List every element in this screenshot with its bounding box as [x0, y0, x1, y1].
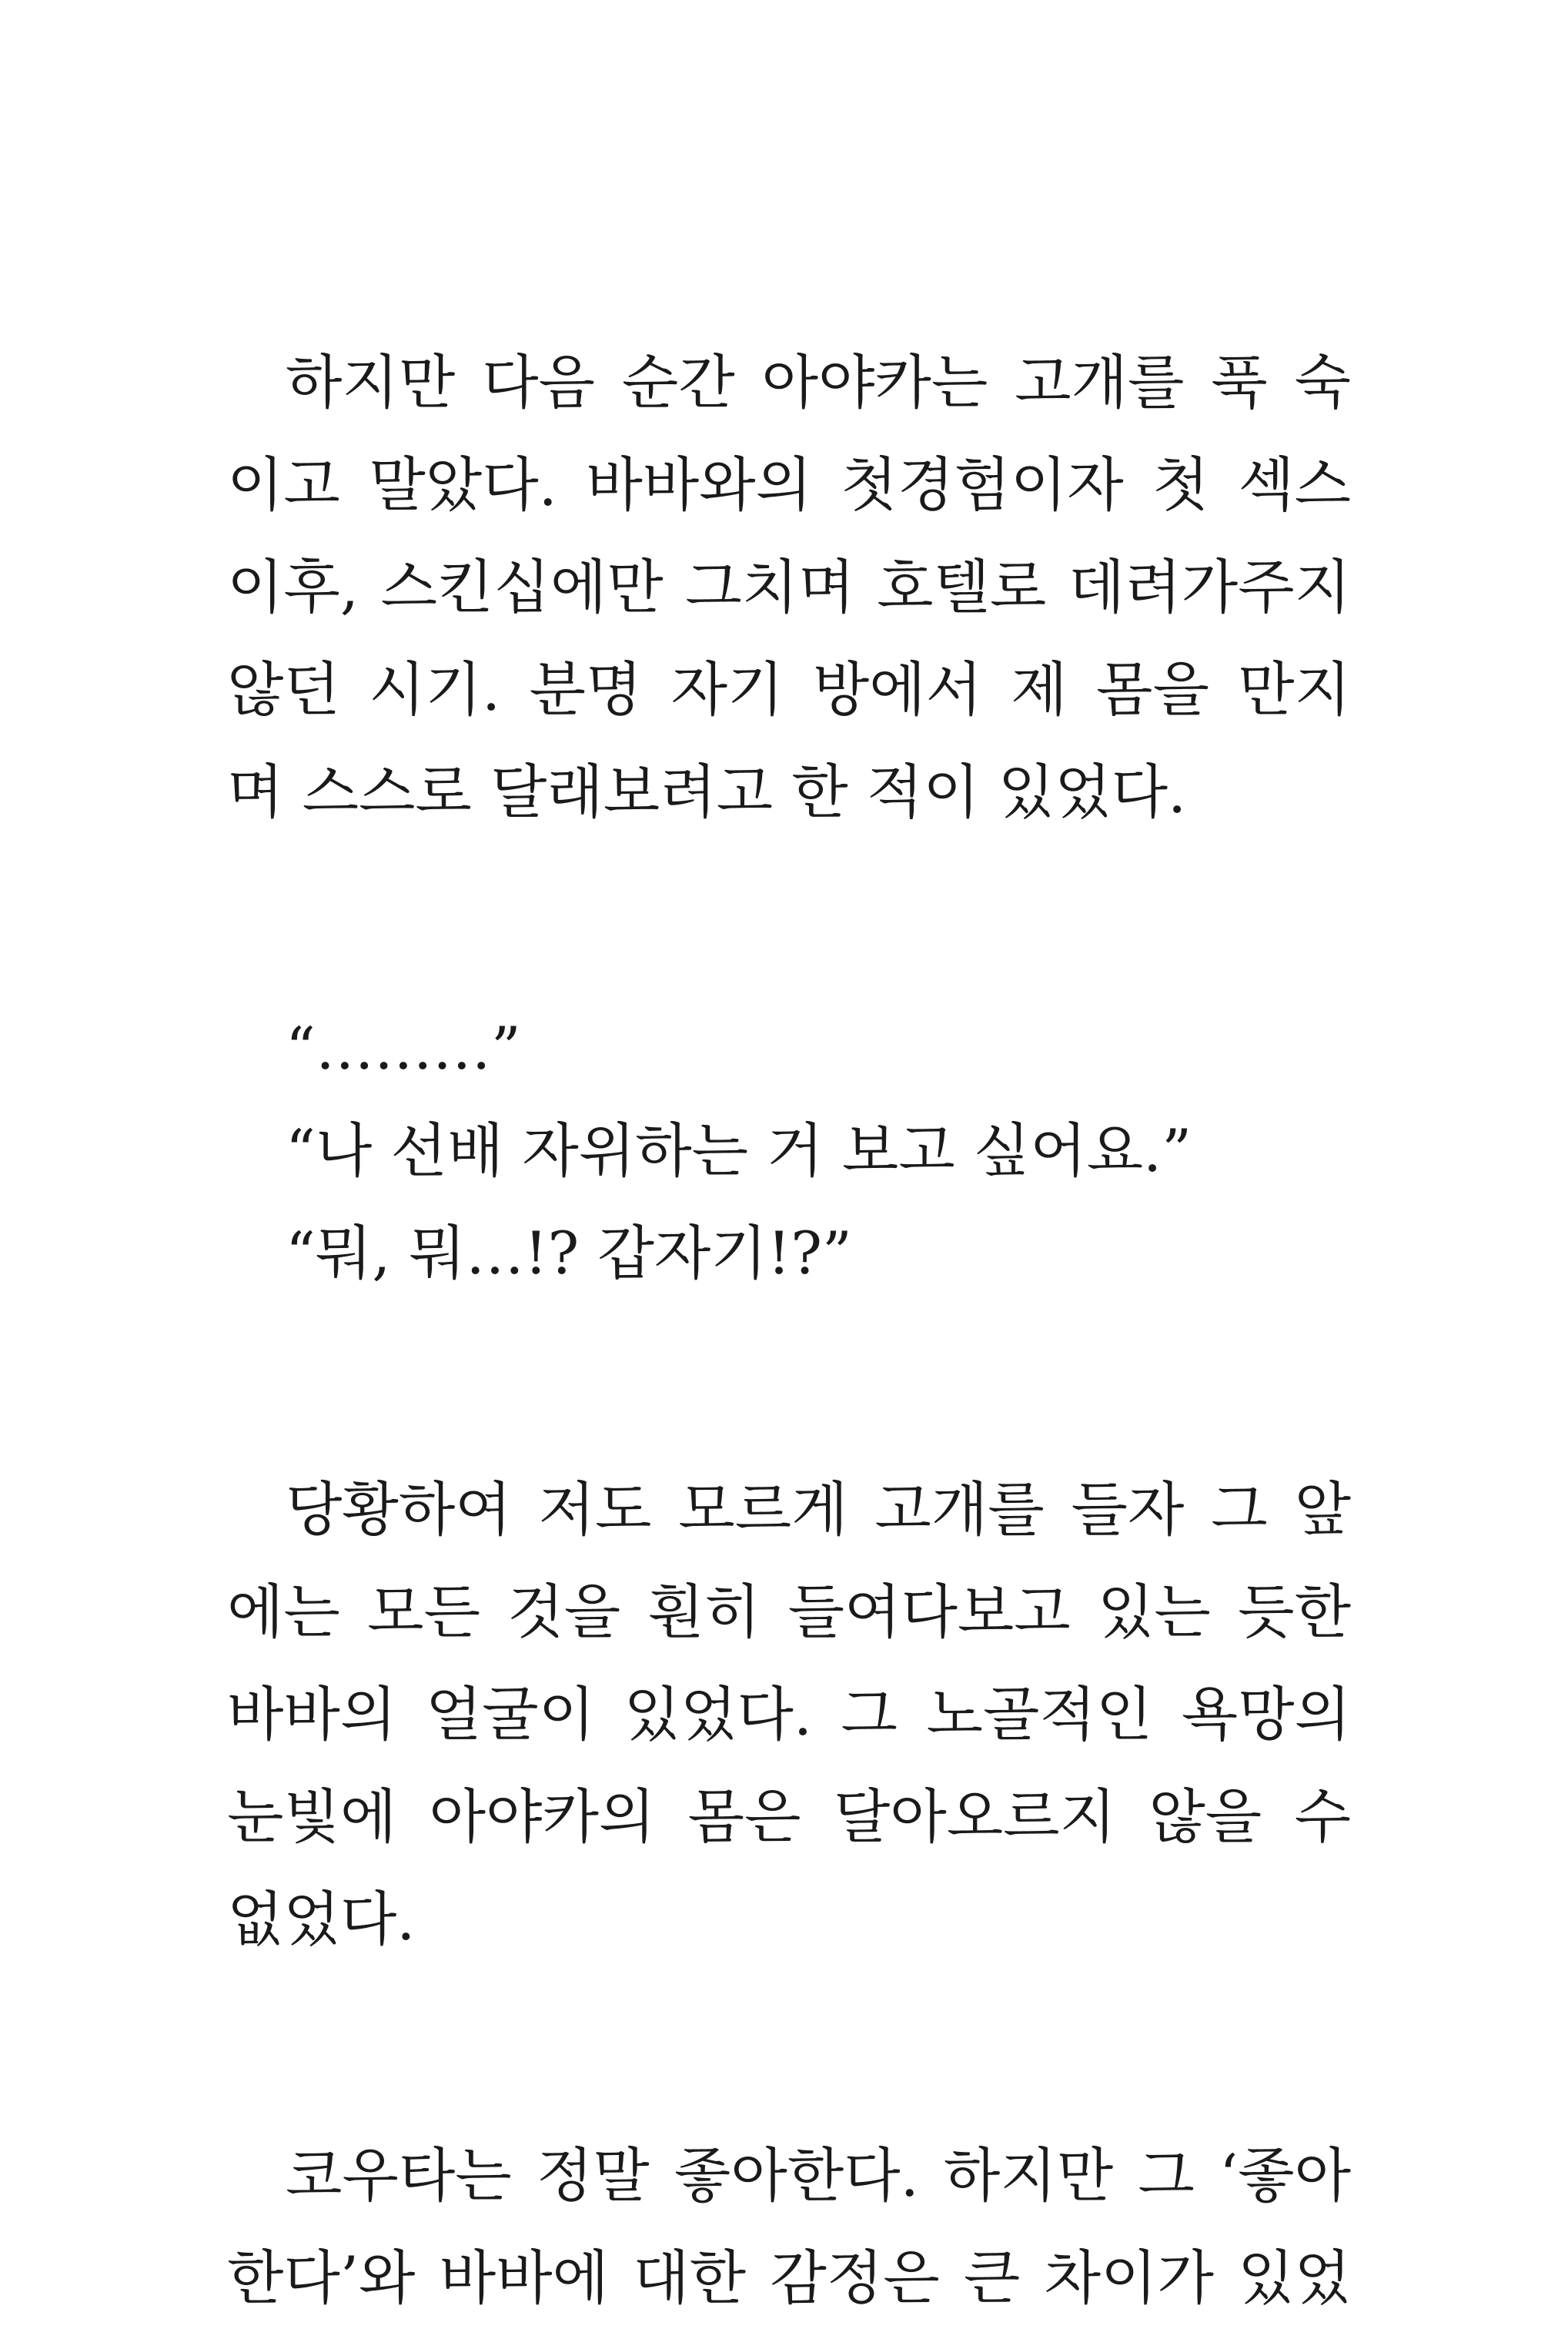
paragraph-4 [227, 2124, 1351, 2329]
text-line: 당황하여 저도 모르게 고개를 들자 그 앞 [286, 1475, 1351, 1544]
text-line: 눈빛에 아야카의 몸은 달아오르지 않을 수 [227, 1782, 1351, 1851]
dialogue-line: “뭐, 뭐…!? 갑자기!?” [286, 1219, 852, 1287]
dialogue-line: “………” [286, 1014, 521, 1083]
text-line: 에는 모든 것을 훤히 들여다보고 있는 듯한 [227, 1578, 1351, 1646]
paragraph-3 [227, 1458, 1351, 1970]
paragraph-gap [227, 1304, 1351, 1458]
text-line: 하지만 다음 순간 아야카는 고개를 푹 숙 [286, 348, 1351, 417]
text-line: 않던 시기. 분명 자기 방에서 제 몸을 만지 [227, 655, 1351, 724]
text-line: 이후, 스킨십에만 그치며 호텔로 데려가주지 [227, 553, 1351, 621]
paragraph-gap [227, 843, 1351, 997]
text-line: 이고 말았다. 바바와의 첫경험이자 첫 섹스 [227, 450, 1351, 519]
dialogue-line: “나 선배 자위하는 거 보고 싶어요.” [286, 1116, 1192, 1185]
paragraph-1 [227, 331, 1351, 843]
text-line: 바바의 얼굴이 있었다. 그 노골적인 욕망의 [227, 1680, 1351, 1748]
text-line: 없었다. [227, 1885, 416, 1953]
text-line: 며 스스로 달래보려고 한 적이 있었다. [227, 758, 1187, 826]
document-page [227, 331, 1351, 2329]
dialogue-block [227, 997, 1351, 1304]
paragraph-gap [227, 1970, 1351, 2124]
text-line: 코우타는 정말 좋아한다. 하지만 그 ‘좋아 [286, 2141, 1351, 2210]
text-line: 한다’와 바바에 대한 감정은 큰 차이가 있었 [227, 2244, 1351, 2312]
